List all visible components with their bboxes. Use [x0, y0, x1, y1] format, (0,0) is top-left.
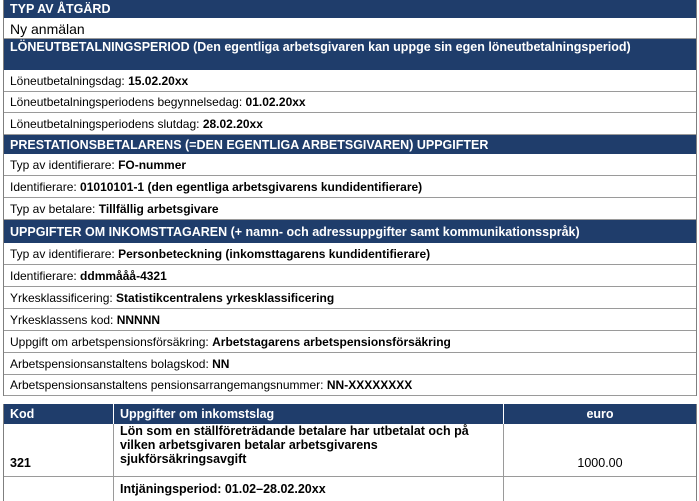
header-text: UPPGIFTER OM INKOMSTTAGAREN (+ namn- och adressuppgifter samt kommunikationsspråk)	[10, 224, 580, 239]
income-earner-row	[4, 287, 696, 309]
action-type-value	[4, 19, 696, 39]
field-label: Löneutbetalningsperiodens slutdag:	[10, 116, 203, 131]
form-sections	[3, 0, 697, 396]
payer-row	[4, 155, 696, 176]
section-header-pay-period	[4, 39, 696, 71]
section-header-action-type	[4, 0, 696, 19]
field-label: Arbetspensionsanstaltens bolagskod:	[10, 356, 213, 371]
field-label: Arbetspensionsanstaltens pensionsarrangemangsnummer:	[10, 378, 327, 392]
field-value: NNNNN	[116, 312, 161, 327]
income-earner-row	[4, 331, 696, 353]
column-header-description: Uppgifter om inkomstslag	[114, 404, 504, 424]
field-value: FO-nummer	[118, 158, 187, 172]
payer-row	[4, 198, 696, 220]
field-label: Yrkesklassificering:	[10, 290, 117, 305]
income-type-table	[3, 404, 697, 501]
section-header-income-earner	[4, 220, 696, 244]
income-earner-row	[4, 309, 696, 331]
payer-row	[4, 176, 696, 198]
section-header-payer	[4, 135, 696, 155]
earning-period: Intjäningsperiod: 01.02–28.02.20xx	[114, 477, 504, 501]
header-text: PRESTATIONSBETALARENS (=DEN EGENTLIGA ARBETSGIVAREN) UPPGIFTER	[10, 137, 489, 152]
field-value: 15.02.20xx	[128, 74, 189, 88]
field-value: 01010101-1 (den egentliga arbetsgivarens kundidentifierare)	[80, 179, 423, 194]
field-label: Uppgift om arbetspensionsförsäkring:	[10, 334, 213, 349]
pay-period-row	[4, 92, 696, 113]
column-header-code: Kod	[4, 404, 114, 424]
field-value: Tillfällig arbetsgivare	[98, 201, 219, 216]
field-value: Statistikcentralens yrkesklassificering	[116, 290, 335, 305]
empty-cell	[504, 477, 696, 501]
header-text: LÖNEUTBETALNINGSPERIOD (Den egentliga arbetsgivaren kan uppge sin egen löneutbetalningsperiod)	[10, 40, 631, 54]
field-value: 28.02.20xx	[202, 116, 263, 131]
field-value: NN	[212, 356, 230, 371]
header-text: TYP AV ÅTGÄRD	[10, 2, 111, 16]
field-value: Personbeteckning (inkomsttagarens kundidentifierare)	[118, 247, 431, 261]
field-label: Identifierare:	[10, 268, 81, 283]
field-label: Identifierare:	[10, 179, 81, 194]
column-header-amount: euro	[586, 407, 614, 421]
pay-period-row	[4, 71, 696, 92]
pay-period-row	[4, 113, 696, 135]
table-row	[4, 424, 696, 477]
field-value: NN-XXXXXXXX	[326, 378, 413, 392]
income-amount: 1000.00	[577, 456, 623, 470]
action-type-text: Ny anmälan	[10, 20, 85, 37]
field-value: ddmmååå-4321	[80, 268, 167, 283]
income-description: Lön som en ställföreträdande betalare har utbetalat och på vilken arbetsgivaren betalar arbetsgivarens sjukförsäkringsavgift	[114, 424, 504, 476]
field-label: Typ av identifierare:	[10, 158, 119, 172]
field-label: Löneutbetalningsdag:	[10, 74, 129, 88]
table-header	[4, 404, 696, 424]
field-label: Typ av betalare:	[10, 201, 99, 216]
income-earner-row	[4, 353, 696, 375]
field-value: 01.02.20xx	[245, 95, 306, 109]
field-label: Typ av identifierare:	[10, 247, 119, 261]
income-earner-row	[4, 375, 696, 396]
income-earner-row	[4, 265, 696, 287]
field-label: Yrkesklassens kod:	[10, 312, 117, 327]
income-earner-row	[4, 244, 696, 265]
table-row-period	[4, 477, 696, 501]
income-code: 321	[4, 424, 114, 476]
field-label: Löneutbetalningsperiodens begynnelsedag:	[10, 95, 246, 109]
empty-cell	[4, 477, 114, 501]
field-value: Arbetstagarens arbetspensionsförsäkring	[212, 334, 451, 349]
